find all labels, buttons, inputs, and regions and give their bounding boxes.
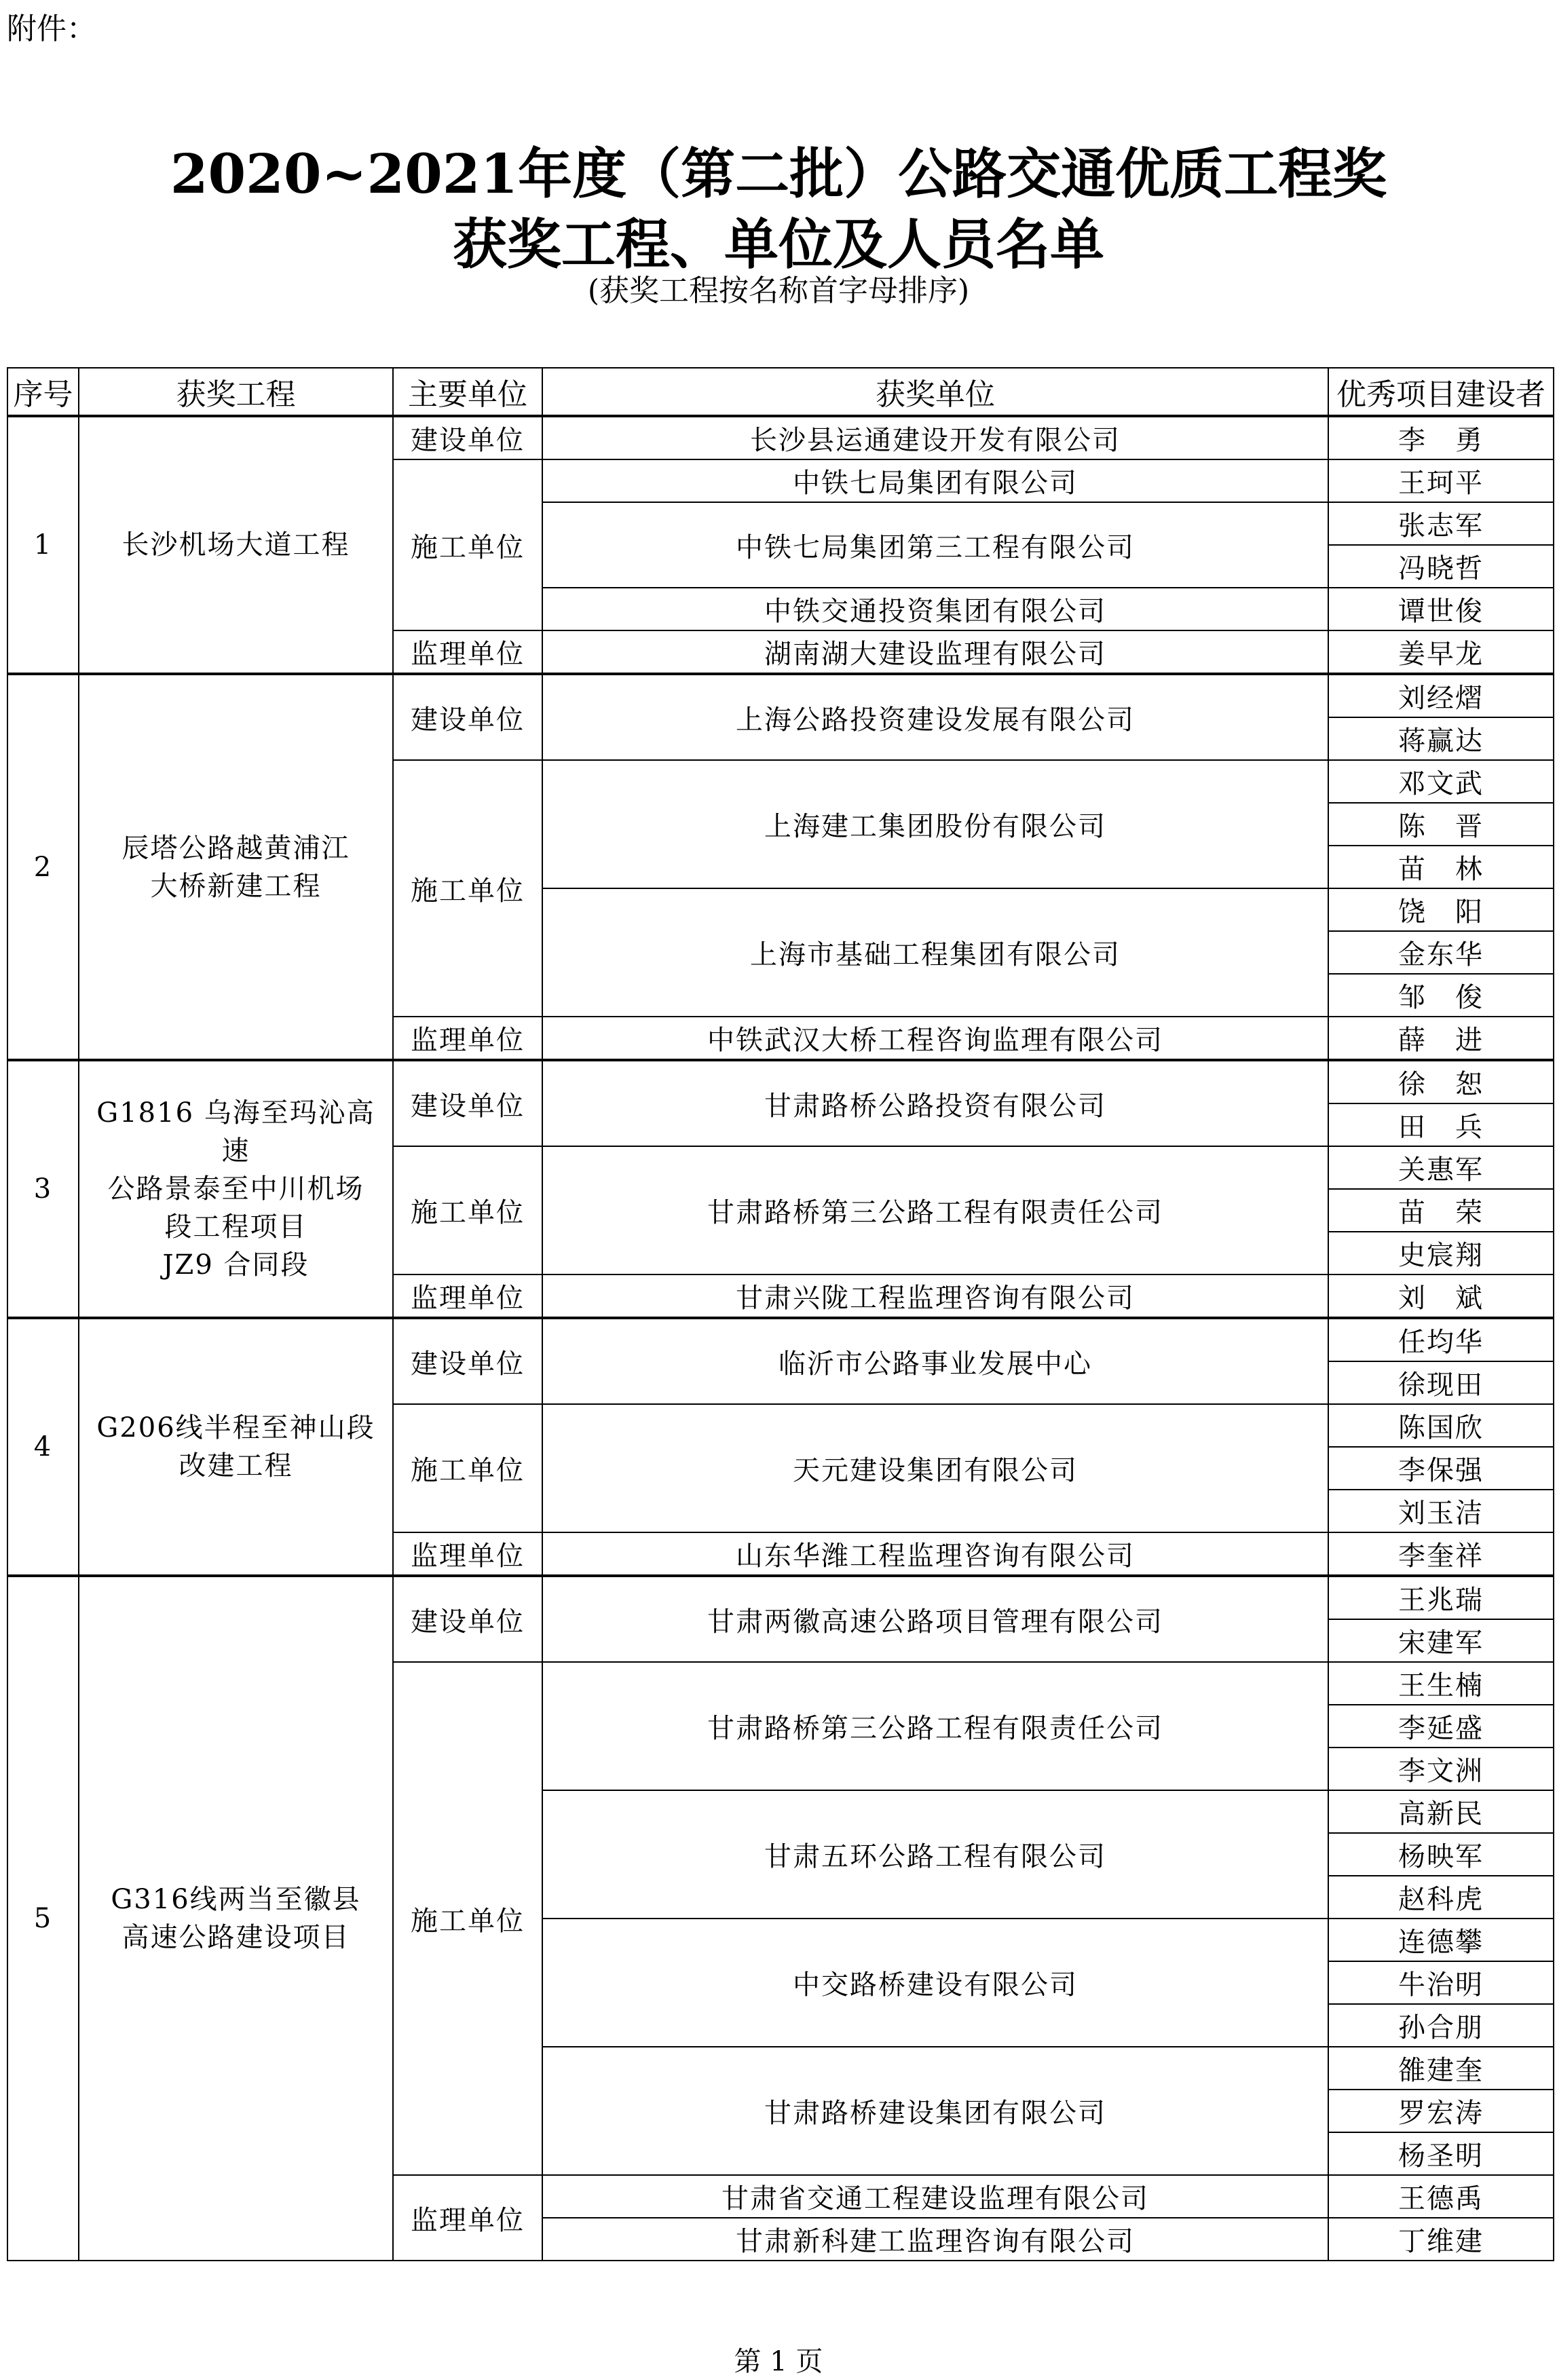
award-unit: 甘肃新科建工监理咨询有限公司: [542, 2218, 1328, 2261]
builder-name: 薛 进: [1328, 1017, 1554, 1060]
builder-name: 刘 斌: [1328, 1274, 1554, 1318]
row-number: 3: [7, 1060, 79, 1318]
builder-name: 杨圣明: [1328, 2132, 1554, 2175]
award-unit: 中铁交通投资集团有限公司: [542, 588, 1328, 630]
table-row: [7, 1318, 1554, 1361]
unit-role: 监理单位: [393, 2175, 542, 2261]
project-name-line: JZ9 合同段: [162, 1249, 309, 1281]
page-title: 2020~2021年度（第二批）公路交通优质工程奖: [170, 142, 1387, 206]
row-number: 2: [7, 674, 79, 1060]
builder-name: 李延盛: [1328, 1705, 1554, 1748]
unit-role: 监理单位: [393, 1274, 542, 1318]
project-name-line: G316线两当至徽县: [111, 1884, 361, 1915]
column-header-role: 主要单位: [393, 368, 542, 416]
unit-role: 监理单位: [393, 1532, 542, 1576]
builder-name: 王珂平: [1328, 459, 1554, 502]
project-name-line: G206线半程至神山段: [96, 1412, 375, 1443]
table-header-row: [7, 368, 1554, 416]
builder-name: 罗宏涛: [1328, 2090, 1554, 2132]
builder-name: 李文洲: [1328, 1748, 1554, 1790]
builder-name: 张志军: [1328, 502, 1554, 545]
builder-name: 连德攀: [1328, 1919, 1554, 1961]
builder-name: 李奎祥: [1328, 1532, 1554, 1576]
table-body: [7, 416, 1554, 2261]
unit-role: 施工单位: [393, 1146, 542, 1274]
award-unit: 中铁七局集团第三工程有限公司: [542, 502, 1328, 588]
award-unit: 中铁七局集团有限公司: [542, 459, 1328, 502]
builder-name: 冯晓哲: [1328, 545, 1554, 588]
builder-name: 孙合朋: [1328, 2004, 1554, 2047]
builder-name: 高新民: [1328, 1790, 1554, 1833]
builder-name: 饶 阳: [1328, 888, 1554, 931]
builder-name: 徐现田: [1328, 1361, 1554, 1404]
project-name-line: G1816 乌海至玛沁高速: [96, 1097, 375, 1167]
builder-name: 苗 林: [1328, 846, 1554, 888]
award-unit: 临沂市公路事业发展中心: [542, 1318, 1328, 1404]
award-unit: 上海市基础工程集团有限公司: [542, 888, 1328, 1017]
builder-name: 李保强: [1328, 1447, 1554, 1490]
unit-role: 建设单位: [393, 1318, 542, 1404]
unit-role: 建设单位: [393, 416, 542, 459]
row-number: 5: [7, 1576, 79, 2261]
award-unit: 湖南湖大建设监理有限公司: [542, 630, 1328, 674]
builder-name: 王生楠: [1328, 1662, 1554, 1705]
award-unit: 上海建工集团股份有限公司: [542, 760, 1328, 888]
builder-name: 金东华: [1328, 931, 1554, 974]
builder-name: 杨映军: [1328, 1833, 1554, 1876]
project-name-line: 辰塔公路越黄浦江: [121, 832, 350, 864]
award-table: [7, 367, 1554, 2261]
award-unit: 甘肃路桥公路投资有限公司: [542, 1060, 1328, 1146]
award-unit: 甘肃路桥第三公路工程有限责任公司: [542, 1146, 1328, 1274]
builder-name: 丁维建: [1328, 2218, 1554, 2261]
unit-role: 监理单位: [393, 1017, 542, 1060]
table-row: [7, 674, 1554, 717]
builder-name: 史宸翔: [1328, 1232, 1554, 1274]
award-unit: 甘肃路桥建设集团有限公司: [542, 2047, 1328, 2175]
award-unit: 上海公路投资建设发展有限公司: [542, 674, 1328, 760]
builder-name: 苗 荣: [1328, 1189, 1554, 1232]
award-unit: 甘肃兴陇工程监理咨询有限公司: [542, 1274, 1328, 1318]
project-name-line: 段工程项目: [164, 1211, 307, 1243]
award-unit: 山东华潍工程监理咨询有限公司: [542, 1532, 1328, 1576]
project-name: [79, 416, 393, 674]
builder-name: 牛治明: [1328, 1961, 1554, 2004]
table-row: [7, 416, 1554, 459]
award-unit: 甘肃两徽高速公路项目管理有限公司: [542, 1576, 1328, 1662]
award-unit: 长沙县运通建设开发有限公司: [542, 416, 1328, 459]
builder-name: 田 兵: [1328, 1103, 1554, 1146]
builder-name: 关惠军: [1328, 1146, 1554, 1189]
row-number: 4: [7, 1318, 79, 1576]
attachment-label: 附件：: [7, 12, 96, 46]
unit-role: 施工单位: [393, 760, 542, 1017]
project-name-line: 大桥新建工程: [150, 870, 322, 902]
award-unit: 中交路桥建设有限公司: [542, 1919, 1328, 2047]
row-number: 1: [7, 416, 79, 674]
award-unit: 甘肃省交通工程建设监理有限公司: [542, 2175, 1328, 2218]
unit-role: 监理单位: [393, 630, 542, 674]
unit-role: 建设单位: [393, 674, 542, 760]
builder-name: 王兆瑞: [1328, 1576, 1554, 1619]
unit-role: 施工单位: [393, 1662, 542, 2175]
project-name: [79, 1060, 393, 1318]
project-name-line: 公路景泰至中川机场: [107, 1173, 364, 1205]
builder-name: 邓文武: [1328, 760, 1554, 803]
builder-name: 蒋赢达: [1328, 717, 1554, 760]
unit-role: 施工单位: [393, 459, 542, 630]
builder-name: 刘玉洁: [1328, 1490, 1554, 1532]
project-name: [79, 1318, 393, 1576]
builder-name: 雒建奎: [1328, 2047, 1554, 2090]
builder-name: 任均华: [1328, 1318, 1554, 1361]
builder-name: 宋建军: [1328, 1619, 1554, 1662]
project-name: [79, 1576, 393, 2261]
builder-name: 徐 恕: [1328, 1060, 1554, 1103]
builder-name: 李 勇: [1328, 416, 1554, 459]
table-row: [7, 1576, 1554, 1619]
column-header-project: 获奖工程: [79, 368, 393, 416]
column-header-unit: 获奖单位: [542, 368, 1328, 416]
project-name-line: 长沙机场大道工程: [121, 529, 350, 561]
table-row: [7, 1060, 1554, 1103]
builder-name: 王德禹: [1328, 2175, 1554, 2218]
unit-role: 施工单位: [393, 1404, 542, 1532]
unit-role: 建设单位: [393, 1576, 542, 1662]
builder-name: 姜早龙: [1328, 630, 1554, 674]
award-unit: 天元建设集团有限公司: [542, 1404, 1328, 1532]
builder-name: 赵科虎: [1328, 1876, 1554, 1919]
builder-name: 邹 俊: [1328, 974, 1554, 1017]
builder-name: 谭世俊: [1328, 588, 1554, 630]
project-name: [79, 674, 393, 1060]
award-unit: 甘肃五环公路工程有限公司: [542, 1790, 1328, 1919]
award-unit: 甘肃路桥第三公路工程有限责任公司: [542, 1662, 1328, 1790]
project-name-line: 改建工程: [179, 1450, 293, 1481]
page-title-line2: 获奖工程、单位及人员名单: [453, 212, 1104, 276]
project-name-line: 高速公路建设项目: [121, 1922, 350, 1953]
page-number: 第 1 页: [734, 2346, 823, 2377]
builder-name: 陈国欣: [1328, 1404, 1554, 1447]
builder-name: 陈 晋: [1328, 803, 1554, 846]
page-subtitle: (获奖工程按名称首字母排序): [587, 273, 970, 308]
builder-name: 刘经熠: [1328, 674, 1554, 717]
column-header-no: 序号: [7, 368, 79, 416]
award-unit: 中铁武汉大桥工程咨询监理有限公司: [542, 1017, 1328, 1060]
unit-role: 建设单位: [393, 1060, 542, 1146]
column-header-builder: 优秀项目建设者: [1328, 368, 1554, 416]
